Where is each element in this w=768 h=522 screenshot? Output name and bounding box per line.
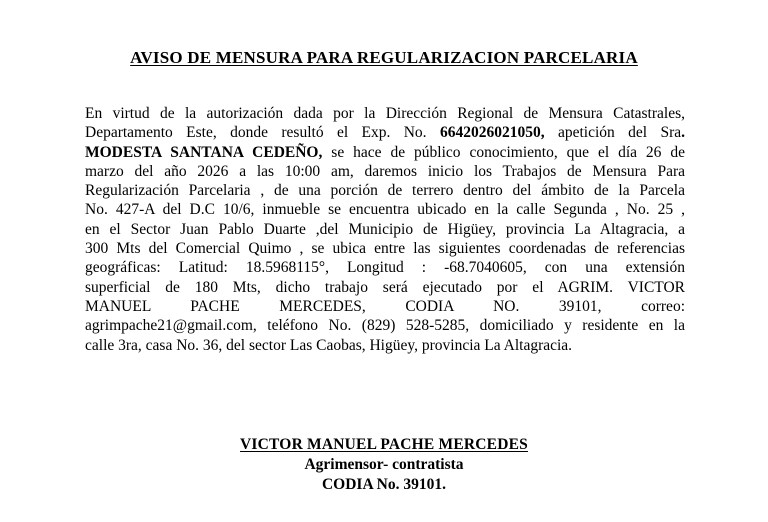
text-run: agrimpache21@gmail.com, teléfono No. (829) 528-5285, domiciliado y residente en la — [85, 317, 685, 335]
text-run: geográficas: Latitud: 18.5968115°, Longitud : -68.7040605, con una extensión — [85, 259, 685, 277]
document-title: AVISO DE MENSURA PARA REGULARIZACION PARCELARIA — [130, 48, 638, 67]
text-run: Departamento Este, donde resultó el Exp. No. — [85, 124, 440, 142]
signature-name: VICTOR MANUEL PACHE MERCEDES — [240, 436, 528, 453]
paragraph-line — [85, 143, 685, 162]
paragraph-line — [85, 200, 685, 219]
text-run: se hace de público conocimiento, que el día 26 de — [322, 143, 686, 161]
bold-text-run: 6642026021050, — [439, 124, 545, 142]
text-run: marzo del año 2026 a las 10:00 am, daremos inicio los Trabajos de Mensura Para — [85, 162, 685, 180]
text-run: superficial de 180 Mts, dicho trabajo será ejecutado por el AGRIM. VICTOR — [85, 278, 685, 296]
signature-codia-number: CODIA No. 39101. — [321, 476, 446, 493]
paragraph-line — [85, 278, 685, 297]
paragraph-line — [85, 258, 685, 277]
text-run: En virtud de la autorización dada por la Dirección Regional de Mensura Catastrales, — [85, 105, 685, 122]
paragraph-line — [85, 316, 685, 335]
notice-body — [85, 104, 685, 355]
paragraph-line — [85, 123, 685, 142]
paragraph-line — [85, 162, 685, 181]
signature-block — [0, 435, 768, 495]
paragraph-line — [85, 297, 685, 316]
text-run: 300 Mts del Comercial Quimo , se ubica entre las siguientes coordenadas de referencias — [85, 240, 685, 258]
text-run: calle 3ra, casa No. 36, del sector Las Caobas, Higüey, provincia La Altagracia. — [85, 336, 573, 354]
paragraph-line — [85, 181, 685, 200]
bold-text-run: MODESTA SANTANA CEDEÑO, — [85, 143, 323, 161]
paragraph-line — [85, 220, 685, 239]
text-run: Regularización Parcelaria , de una porción de terrero dentro del ámbito de la Parcela — [85, 182, 685, 200]
text-run: MANUEL PACHE MERCEDES, CODIA NO. 39101, correo: — [85, 297, 685, 315]
text-run: No. 427-A del D.C 10/6, inmueble se encuentra ubicado en la calle Segunda , No. 25 , — [85, 201, 685, 219]
text-run: en el Sector Juan Pablo Duarte ,del Municipio de Higüey, provincia La Altagracia, a — [85, 220, 685, 238]
text-run: apetición del Sra — [544, 124, 682, 142]
signature-role: Agrimensor- contratista — [304, 456, 464, 473]
bold-text-run: . — [681, 124, 685, 142]
paragraph-line — [85, 239, 685, 258]
paragraph-line — [85, 104, 685, 123]
paragraph-line — [85, 336, 685, 355]
